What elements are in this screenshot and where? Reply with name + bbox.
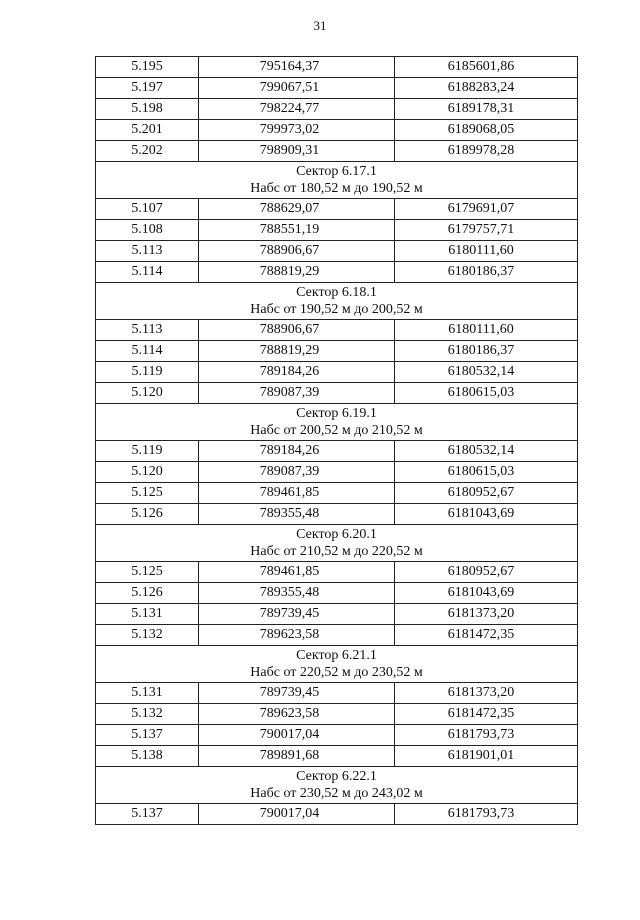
point-number-cell: 5.113 bbox=[96, 241, 199, 262]
sector-height-range: Набс от 190,52 м до 200,52 м bbox=[250, 302, 423, 317]
y-coordinate-cell: 6181901,01 bbox=[395, 746, 578, 767]
table-row bbox=[96, 504, 578, 525]
x-coordinate-cell: 795164,37 bbox=[199, 57, 395, 78]
table-row bbox=[96, 704, 578, 725]
sector-header-row bbox=[96, 525, 578, 562]
point-number-cell: 5.113 bbox=[96, 320, 199, 341]
sector-title: Сектор 6.20.1 bbox=[296, 527, 377, 542]
x-coordinate-cell: 788551,19 bbox=[199, 220, 395, 241]
sector-title: Сектор 6.17.1 bbox=[296, 164, 377, 179]
x-coordinate-cell: 789461,85 bbox=[199, 562, 395, 583]
x-coordinate-cell: 798224,77 bbox=[199, 99, 395, 120]
point-number-cell: 5.126 bbox=[96, 583, 199, 604]
table-row bbox=[96, 562, 578, 583]
x-coordinate-cell: 790017,04 bbox=[199, 804, 395, 825]
x-coordinate-cell: 789739,45 bbox=[199, 604, 395, 625]
point-number-cell: 5.107 bbox=[96, 199, 199, 220]
y-coordinate-cell: 6189178,31 bbox=[395, 99, 578, 120]
x-coordinate-cell: 789891,68 bbox=[199, 746, 395, 767]
table-row bbox=[96, 141, 578, 162]
point-number-cell: 5.125 bbox=[96, 562, 199, 583]
point-number-cell: 5.126 bbox=[96, 504, 199, 525]
y-coordinate-cell: 6181373,20 bbox=[395, 683, 578, 704]
point-number-cell: 5.137 bbox=[96, 804, 199, 825]
y-coordinate-cell: 6181793,73 bbox=[395, 725, 578, 746]
table-row bbox=[96, 683, 578, 704]
table-row bbox=[96, 725, 578, 746]
x-coordinate-cell: 788906,67 bbox=[199, 241, 395, 262]
point-number-cell: 5.120 bbox=[96, 383, 199, 404]
point-number-cell: 5.198 bbox=[96, 99, 199, 120]
y-coordinate-cell: 6180615,03 bbox=[395, 462, 578, 483]
point-number-cell: 5.132 bbox=[96, 625, 199, 646]
sector-title: Сектор 6.21.1 bbox=[296, 648, 377, 663]
point-number-cell: 5.201 bbox=[96, 120, 199, 141]
point-number-cell: 5.132 bbox=[96, 704, 199, 725]
y-coordinate-cell: 6181472,35 bbox=[395, 625, 578, 646]
coordinates-table bbox=[95, 56, 578, 825]
table-row bbox=[96, 99, 578, 120]
table-row bbox=[96, 341, 578, 362]
y-coordinate-cell: 6180186,37 bbox=[395, 341, 578, 362]
x-coordinate-cell: 789461,85 bbox=[199, 483, 395, 504]
sector-header-cell bbox=[96, 767, 578, 804]
y-coordinate-cell: 6180952,67 bbox=[395, 483, 578, 504]
table-row bbox=[96, 441, 578, 462]
sector-height-range: Набс от 210,52 м до 220,52 м bbox=[250, 544, 423, 559]
sector-header-row bbox=[96, 283, 578, 320]
y-coordinate-cell: 6189978,28 bbox=[395, 141, 578, 162]
point-number-cell: 5.114 bbox=[96, 341, 199, 362]
table-row bbox=[96, 262, 578, 283]
y-coordinate-cell: 6181043,69 bbox=[395, 504, 578, 525]
y-coordinate-cell: 6180186,37 bbox=[395, 262, 578, 283]
sector-title: Сектор 6.18.1 bbox=[296, 285, 377, 300]
x-coordinate-cell: 789623,58 bbox=[199, 704, 395, 725]
y-coordinate-cell: 6181472,35 bbox=[395, 704, 578, 725]
point-number-cell: 5.119 bbox=[96, 362, 199, 383]
point-number-cell: 5.119 bbox=[96, 441, 199, 462]
y-coordinate-cell: 6180532,14 bbox=[395, 441, 578, 462]
sector-height-range: Набс от 220,52 м до 230,52 м bbox=[250, 665, 423, 680]
sector-title: Сектор 6.19.1 bbox=[296, 406, 377, 421]
point-number-cell: 5.114 bbox=[96, 262, 199, 283]
table-row bbox=[96, 583, 578, 604]
sector-title: Сектор 6.22.1 bbox=[296, 769, 377, 784]
table-row bbox=[96, 320, 578, 341]
point-number-cell: 5.202 bbox=[96, 141, 199, 162]
x-coordinate-cell: 789184,26 bbox=[199, 362, 395, 383]
y-coordinate-cell: 6181043,69 bbox=[395, 583, 578, 604]
x-coordinate-cell: 789087,39 bbox=[199, 383, 395, 404]
y-coordinate-cell: 6185601,86 bbox=[395, 57, 578, 78]
sector-header-cell bbox=[96, 525, 578, 562]
y-coordinate-cell: 6189068,05 bbox=[395, 120, 578, 141]
sector-header-row bbox=[96, 404, 578, 441]
y-coordinate-cell: 6181373,20 bbox=[395, 604, 578, 625]
table-row bbox=[96, 604, 578, 625]
table-row bbox=[96, 483, 578, 504]
y-coordinate-cell: 6181793,73 bbox=[395, 804, 578, 825]
table-row bbox=[96, 241, 578, 262]
point-number-cell: 5.197 bbox=[96, 78, 199, 99]
coordinates-table-wrap bbox=[95, 56, 577, 825]
point-number-cell: 5.137 bbox=[96, 725, 199, 746]
sector-header-cell bbox=[96, 646, 578, 683]
y-coordinate-cell: 6180952,67 bbox=[395, 562, 578, 583]
table-row bbox=[96, 120, 578, 141]
table-row bbox=[96, 199, 578, 220]
sector-height-range: Набс от 200,52 м до 210,52 м bbox=[250, 423, 423, 438]
table-row bbox=[96, 625, 578, 646]
table-row bbox=[96, 804, 578, 825]
table-row bbox=[96, 462, 578, 483]
x-coordinate-cell: 788819,29 bbox=[199, 262, 395, 283]
x-coordinate-cell: 788629,07 bbox=[199, 199, 395, 220]
table-row bbox=[96, 362, 578, 383]
x-coordinate-cell: 789184,26 bbox=[199, 441, 395, 462]
sector-header-row bbox=[96, 162, 578, 199]
sector-header-cell bbox=[96, 162, 578, 199]
sector-header-cell bbox=[96, 283, 578, 320]
point-number-cell: 5.120 bbox=[96, 462, 199, 483]
table-row bbox=[96, 746, 578, 767]
y-coordinate-cell: 6179757,71 bbox=[395, 220, 578, 241]
x-coordinate-cell: 790017,04 bbox=[199, 725, 395, 746]
y-coordinate-cell: 6180532,14 bbox=[395, 362, 578, 383]
table-row bbox=[96, 220, 578, 241]
coordinates-table-body bbox=[96, 57, 578, 825]
table-row bbox=[96, 383, 578, 404]
table-row bbox=[96, 78, 578, 99]
sector-header-cell bbox=[96, 404, 578, 441]
point-number-cell: 5.125 bbox=[96, 483, 199, 504]
y-coordinate-cell: 6180111,60 bbox=[395, 241, 578, 262]
x-coordinate-cell: 789739,45 bbox=[199, 683, 395, 704]
x-coordinate-cell: 788906,67 bbox=[199, 320, 395, 341]
sector-height-range: Набс от 180,52 м до 190,52 м bbox=[250, 181, 423, 196]
page-number: 31 bbox=[313, 18, 327, 33]
y-coordinate-cell: 6180111,60 bbox=[395, 320, 578, 341]
sector-header-row bbox=[96, 767, 578, 804]
point-number-cell: 5.131 bbox=[96, 604, 199, 625]
sector-header-row bbox=[96, 646, 578, 683]
x-coordinate-cell: 789355,48 bbox=[199, 504, 395, 525]
sector-height-range: Набс от 230,52 м до 243,02 м bbox=[250, 786, 423, 801]
point-number-cell: 5.108 bbox=[96, 220, 199, 241]
y-coordinate-cell: 6180615,03 bbox=[395, 383, 578, 404]
x-coordinate-cell: 789087,39 bbox=[199, 462, 395, 483]
x-coordinate-cell: 799067,51 bbox=[199, 78, 395, 99]
x-coordinate-cell: 789355,48 bbox=[199, 583, 395, 604]
x-coordinate-cell: 799973,02 bbox=[199, 120, 395, 141]
point-number-cell: 5.131 bbox=[96, 683, 199, 704]
x-coordinate-cell: 798909,31 bbox=[199, 141, 395, 162]
point-number-cell: 5.138 bbox=[96, 746, 199, 767]
x-coordinate-cell: 789623,58 bbox=[199, 625, 395, 646]
point-number-cell: 5.195 bbox=[96, 57, 199, 78]
table-row bbox=[96, 57, 578, 78]
x-coordinate-cell: 788819,29 bbox=[199, 341, 395, 362]
y-coordinate-cell: 6188283,24 bbox=[395, 78, 578, 99]
y-coordinate-cell: 6179691,07 bbox=[395, 199, 578, 220]
